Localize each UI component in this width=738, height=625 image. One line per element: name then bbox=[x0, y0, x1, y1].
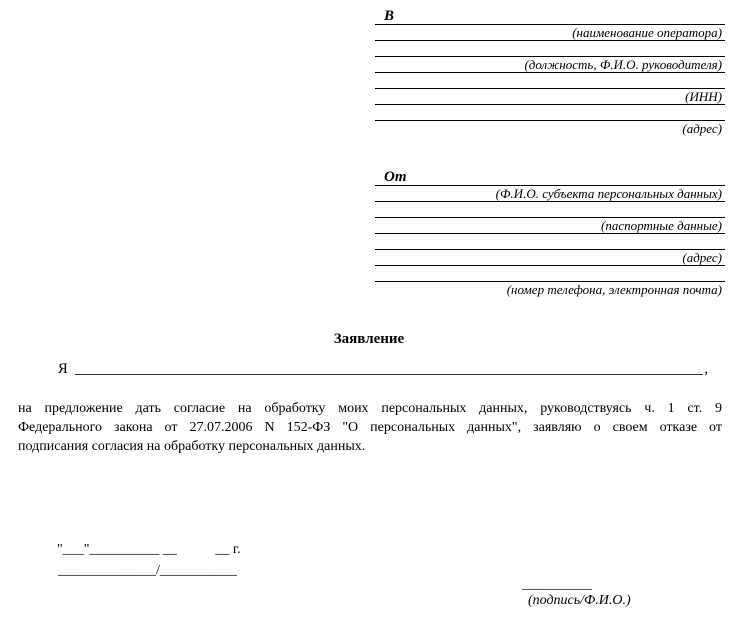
opening-label: Я bbox=[58, 361, 68, 377]
signature-area bbox=[508, 561, 631, 625]
field-caption-address: (адрес) bbox=[375, 250, 725, 266]
signature-caption: (подпись/Ф.И.О.) bbox=[528, 593, 631, 608]
field-caption-subject-full-name: (Ф.И.О. субъекта персональных данных) bbox=[375, 186, 725, 202]
field-caption-position-head-name: (должность, Ф.И.О. руководителя) bbox=[375, 57, 725, 73]
body-line: Федерального закона от 27.07.2006 N 152-ФЗ "О персональных данных", заявляю о своем отказе от bbox=[18, 420, 722, 435]
document-title: Заявление bbox=[333, 331, 405, 347]
body-paragraph bbox=[18, 399, 722, 456]
writing-line bbox=[375, 170, 725, 186]
date-blank-line: "___"__________ __ __ г. bbox=[57, 542, 241, 557]
blank-fill-line bbox=[75, 374, 704, 375]
writing-line bbox=[375, 234, 725, 250]
field-caption-inn: (ИНН) bbox=[375, 89, 725, 105]
writing-line bbox=[375, 73, 725, 89]
field-caption-address: (адрес) bbox=[682, 121, 722, 136]
writing-line bbox=[375, 266, 725, 282]
body-line: на предложение дать согласие на обработку моих персональных данных, руководствуясь ч. 1 ст. 9 bbox=[18, 401, 722, 416]
writing-line bbox=[375, 105, 725, 121]
writing-line bbox=[375, 41, 725, 57]
opening-comma: , bbox=[704, 361, 708, 377]
field-caption-phone-email: (номер телефона, электронная почта) bbox=[506, 282, 722, 297]
recipient-label: В bbox=[384, 8, 395, 24]
field-caption-operator-name: (наименование оператора) bbox=[375, 25, 725, 41]
body-line: подписания согласия на обработку персональных данных. bbox=[18, 439, 366, 454]
writing-line bbox=[375, 9, 725, 25]
recipient-block bbox=[375, 9, 725, 136]
sender-label: От bbox=[384, 169, 407, 185]
opening-line bbox=[18, 361, 708, 378]
writing-line bbox=[375, 202, 725, 218]
sender-block bbox=[375, 170, 725, 297]
signature-blank-line: __________ bbox=[522, 577, 592, 592]
field-caption-passport-data: (паспортные данные) bbox=[375, 218, 725, 234]
name-signature-blank-line: ______________/___________ bbox=[58, 563, 237, 578]
